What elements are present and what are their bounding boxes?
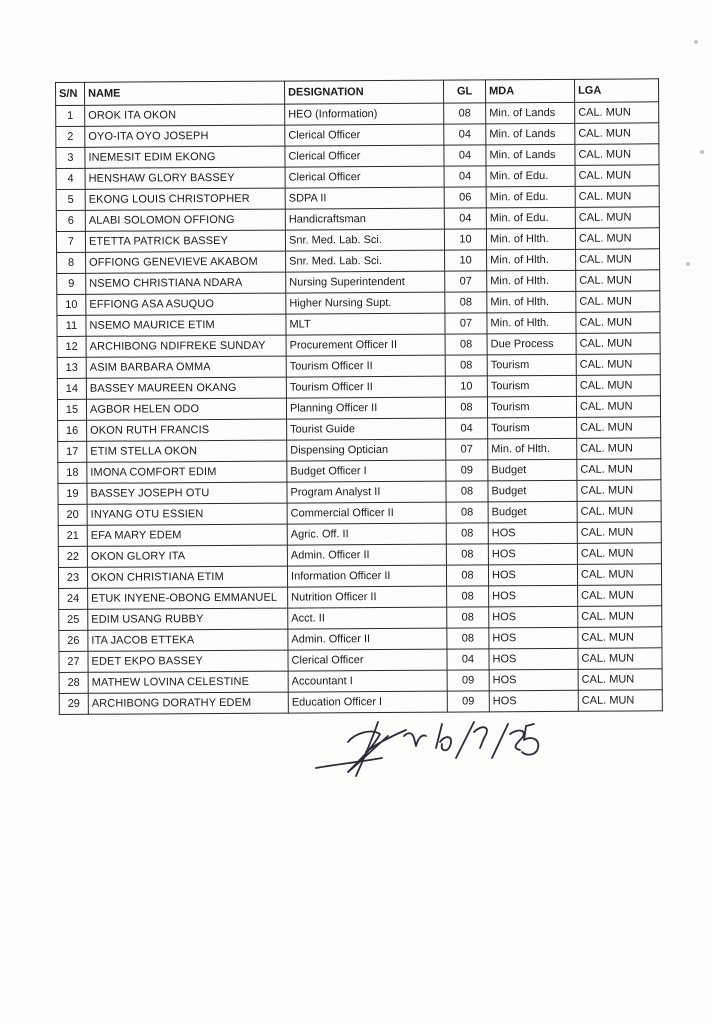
cell-name: ETETTA PATRICK BASSEY (85, 230, 285, 252)
cell-sn: 22 (58, 546, 87, 567)
cell-name: EDIM USANG RUBBY (88, 608, 288, 630)
cell-sn: 24 (59, 588, 88, 609)
cell-name: INYANG OTU ESSIEN (87, 503, 287, 525)
cell-name: EFFIONG ASA ASUQUO (86, 293, 286, 315)
cell-mda: HOS (489, 585, 578, 607)
cell-sn: 28 (59, 672, 88, 693)
cell-gl: 08 (446, 523, 488, 544)
cell-gl: 08 (446, 544, 488, 565)
cell-lga: CAL. MUN (577, 564, 661, 586)
cell-mda: HOS (489, 669, 578, 691)
cell-sn: 27 (59, 651, 88, 672)
cell-mda: HOS (489, 690, 578, 712)
cell-lga: CAL. MUN (576, 249, 660, 271)
cell-sn: 14 (57, 378, 86, 399)
cell-lga: CAL. MUN (576, 312, 660, 334)
cell-sn: 1 (56, 105, 85, 126)
cell-gl: 10 (445, 376, 487, 397)
cell-sn: 3 (56, 147, 85, 168)
cell-mda: Tourism (488, 417, 577, 439)
cell-designation: Clerical Officer (288, 649, 447, 671)
cell-name: OROK ITA OKON (85, 104, 285, 126)
cell-lga: CAL. MUN (577, 438, 661, 460)
cell-name: ARCHIBONG NDIFREKE SUNDAY (86, 335, 286, 357)
cell-designation: Nutrition Officer II (288, 586, 447, 608)
cell-designation: Admin. Officer II (287, 544, 446, 566)
cell-designation: Clerical Officer (285, 124, 444, 146)
cell-designation: Higher Nursing Supt. (286, 292, 445, 314)
cell-sn: 25 (59, 609, 88, 630)
cell-mda: HOS (488, 564, 577, 586)
cell-mda: Min. of Hlth. (487, 270, 576, 292)
cell-name: ITA JACOB ETTEKA (88, 629, 288, 651)
cell-designation: Program Analyst II (287, 481, 446, 503)
cell-designation: MLT (286, 313, 445, 335)
cell-designation: SDPA II (285, 187, 444, 209)
cell-sn: 8 (57, 252, 86, 273)
cell-designation: Procurement Officer II (286, 334, 445, 356)
cell-designation: Acct. II (288, 607, 447, 629)
cell-mda: Min. of Hlth. (488, 438, 577, 460)
cell-name: NSEMO MAURICE ETIM (86, 314, 286, 336)
cell-gl: 09 (446, 460, 488, 481)
cell-sn: 6 (56, 210, 85, 231)
cell-mda: Budget (488, 480, 577, 502)
cell-sn: 18 (58, 462, 87, 483)
cell-lga: CAL. MUN (577, 459, 661, 481)
cell-lga: CAL. MUN (577, 522, 661, 544)
cell-mda: Min. of Hlth. (486, 228, 575, 250)
cell-sn: 29 (59, 693, 88, 714)
cell-designation: Commercial Officer II (287, 502, 446, 524)
header-mda: MDA (485, 79, 574, 103)
cell-mda: Tourism (487, 354, 576, 376)
cell-name: EFA MARY EDEM (87, 524, 287, 546)
cell-name: OKON RUTH FRANCIS (87, 419, 287, 441)
cell-lga: CAL. MUN (577, 543, 661, 565)
cell-designation: Admin. Officer II (288, 628, 447, 650)
cell-designation: Clerical Officer (285, 145, 444, 167)
cell-sn: 9 (57, 273, 86, 294)
cell-designation: Handicraftsman (285, 208, 444, 230)
cell-mda: Min. of Lands (486, 102, 575, 124)
cell-name: IMONA COMFORT EDIM (87, 461, 287, 483)
cell-lga: CAL. MUN (575, 102, 659, 124)
header-lga: LGA (574, 79, 658, 103)
cell-mda: Tourism (487, 375, 576, 397)
cell-lga: CAL. MUN (576, 375, 660, 397)
cell-designation: Accountant I (288, 670, 447, 692)
cell-gl: 04 (444, 145, 486, 166)
cell-name: ETIM STELLA OKON (87, 440, 287, 462)
header-sn: S/N (56, 82, 85, 105)
cell-sn: 4 (56, 168, 85, 189)
cell-lga: CAL. MUN (576, 270, 660, 292)
cell-mda: Min. of Edu. (486, 165, 575, 187)
cell-lga: CAL. MUN (575, 144, 659, 166)
cell-lga: CAL. MUN (575, 165, 659, 187)
cell-gl: 08 (447, 586, 489, 607)
cell-name: HENSHAW GLORY BASSEY (85, 167, 285, 189)
cell-gl: 07 (445, 271, 487, 292)
cell-designation: Snr. Med. Lab. Sci. (285, 229, 444, 251)
cell-lga: CAL. MUN (575, 186, 659, 208)
cell-sn: 5 (56, 189, 85, 210)
cell-mda: Budget (488, 501, 577, 523)
scan-speck (700, 150, 704, 154)
scan-speck (694, 40, 698, 44)
cell-name: OKON GLORY ITA (87, 545, 287, 567)
cell-lga: CAL. MUN (578, 669, 662, 691)
cell-gl: 04 (446, 418, 488, 439)
cell-sn: 19 (58, 483, 87, 504)
cell-gl: 06 (444, 187, 486, 208)
cell-lga: CAL. MUN (576, 354, 660, 376)
cell-gl: 09 (447, 670, 489, 691)
cell-name: EKONG LOUIS CHRISTOPHER (85, 188, 285, 210)
cell-gl: 10 (445, 250, 487, 271)
cell-lga: CAL. MUN (577, 501, 661, 523)
cell-name: OYO-ITA OYO JOSEPH (85, 125, 285, 147)
cell-gl: 08 (446, 565, 488, 586)
cell-designation: Dispensing Optician (287, 439, 446, 461)
cell-mda: Budget (488, 459, 577, 481)
cell-mda: HOS (489, 606, 578, 628)
cell-gl: 08 (444, 103, 486, 124)
cell-sn: 12 (57, 336, 86, 357)
cell-mda: HOS (489, 648, 578, 670)
cell-mda: Min. of Edu. (486, 186, 575, 208)
header-designation: DESIGNATION (284, 80, 443, 104)
cell-lga: CAL. MUN (578, 585, 662, 607)
cell-lga: CAL. MUN (578, 606, 662, 628)
cell-designation: Planning Officer II (286, 397, 445, 419)
cell-sn: 17 (58, 441, 87, 462)
cell-gl: 08 (445, 292, 487, 313)
cell-name: BASSEY JOSEPH OTU (87, 482, 287, 504)
cell-gl: 10 (444, 229, 486, 250)
cell-sn: 2 (56, 126, 85, 147)
cell-gl: 08 (445, 334, 487, 355)
header-gl: GL (443, 80, 485, 103)
handwritten-signature (308, 712, 568, 802)
cell-sn: 13 (57, 357, 86, 378)
cell-gl: 08 (445, 355, 487, 376)
cell-mda: Min. of Lands (486, 144, 575, 166)
cell-sn: 26 (59, 630, 88, 651)
cell-mda: Min. of Hlth. (487, 312, 576, 334)
cell-lga: CAL. MUN (576, 333, 660, 355)
cell-designation: Tourist Guide (287, 418, 446, 440)
cell-gl: 09 (447, 691, 489, 712)
cell-mda: Min. of Edu. (486, 207, 575, 229)
cell-gl: 04 (444, 208, 486, 229)
cell-name: ARCHIBONG DORATHY EDEM (88, 692, 288, 714)
cell-lga: CAL. MUN (575, 123, 659, 145)
cell-gl: 04 (444, 166, 486, 187)
cell-mda: Min. of Lands (486, 123, 575, 145)
cell-name: OKON CHRISTIANA ETIM (87, 566, 287, 588)
cell-designation: Tourism Officer II (286, 355, 445, 377)
cell-designation: Budget Officer I (287, 460, 446, 482)
scan-speck (686, 262, 690, 266)
cell-lga: CAL. MUN (577, 480, 661, 502)
cell-designation: Snr. Med. Lab. Sci. (286, 250, 445, 272)
cell-name: MATHEW LOVINA CELESTINE (88, 671, 288, 693)
cell-gl: 07 (446, 439, 488, 460)
cell-designation: Agric. Off. II (287, 523, 446, 545)
cell-gl: 08 (445, 397, 487, 418)
cell-lga: CAL. MUN (575, 228, 659, 250)
cell-gl: 08 (446, 502, 488, 523)
cell-lga: CAL. MUN (575, 207, 659, 229)
cell-designation: HEO (Information) (285, 103, 444, 125)
cell-mda: Due Process (487, 333, 576, 355)
cell-name: INEMESIT EDIM EKONG (85, 146, 285, 168)
cell-name: NSEMO CHRISTIANA NDARA (86, 272, 286, 294)
cell-sn: 21 (58, 525, 87, 546)
cell-gl: 07 (445, 313, 487, 334)
cell-sn: 20 (58, 504, 87, 525)
cell-lga: CAL. MUN (578, 648, 662, 670)
cell-name: AGBOR HELEN ODO (86, 398, 286, 420)
cell-mda: HOS (488, 543, 577, 565)
cell-sn: 16 (58, 420, 87, 441)
cell-gl: 04 (447, 649, 489, 670)
cell-designation: Information Officer II (287, 565, 446, 587)
cell-name: ETUK INYENE-OBONG EMMANUEL (88, 587, 288, 609)
cell-lga: CAL. MUN (576, 291, 660, 313)
cell-sn: 15 (57, 399, 86, 420)
cell-gl: 08 (446, 481, 488, 502)
table-row (59, 690, 662, 715)
cell-sn: 10 (57, 294, 86, 315)
cell-name: ALABI SOLOMON OFFIONG (85, 209, 285, 231)
cell-designation: Nursing Superintendent (286, 271, 445, 293)
cell-sn: 23 (58, 567, 87, 588)
cell-sn: 11 (57, 315, 86, 336)
cell-lga: CAL. MUN (578, 690, 662, 712)
cell-gl: 04 (444, 124, 486, 145)
cell-designation: Education Officer I (288, 691, 447, 713)
cell-sn: 7 (56, 231, 85, 252)
cell-gl: 08 (447, 628, 489, 649)
header-name: NAME (85, 81, 285, 105)
cell-mda: HOS (488, 522, 577, 544)
cell-name: ASIM BARBARA OMMA (86, 356, 286, 378)
cell-mda: Min. of Hlth. (487, 249, 576, 271)
cell-name: BASSEY MAUREEN OKANG (86, 377, 286, 399)
cell-lga: CAL. MUN (578, 627, 662, 649)
cell-gl: 08 (447, 607, 489, 628)
cell-lga: CAL. MUN (576, 396, 660, 418)
cell-mda: Min. of Hlth. (487, 291, 576, 313)
cell-name: OFFIONG GENEVIEVE AKABOM (86, 251, 286, 273)
cell-name: EDET EKPO BASSEY (88, 650, 288, 672)
cell-designation: Clerical Officer (285, 166, 444, 188)
cell-lga: CAL. MUN (577, 417, 661, 439)
staff-roster-table (55, 78, 663, 715)
cell-mda: Tourism (487, 396, 576, 418)
cell-designation: Tourism Officer II (286, 376, 445, 398)
table-body (56, 102, 663, 715)
cell-mda: HOS (489, 627, 578, 649)
